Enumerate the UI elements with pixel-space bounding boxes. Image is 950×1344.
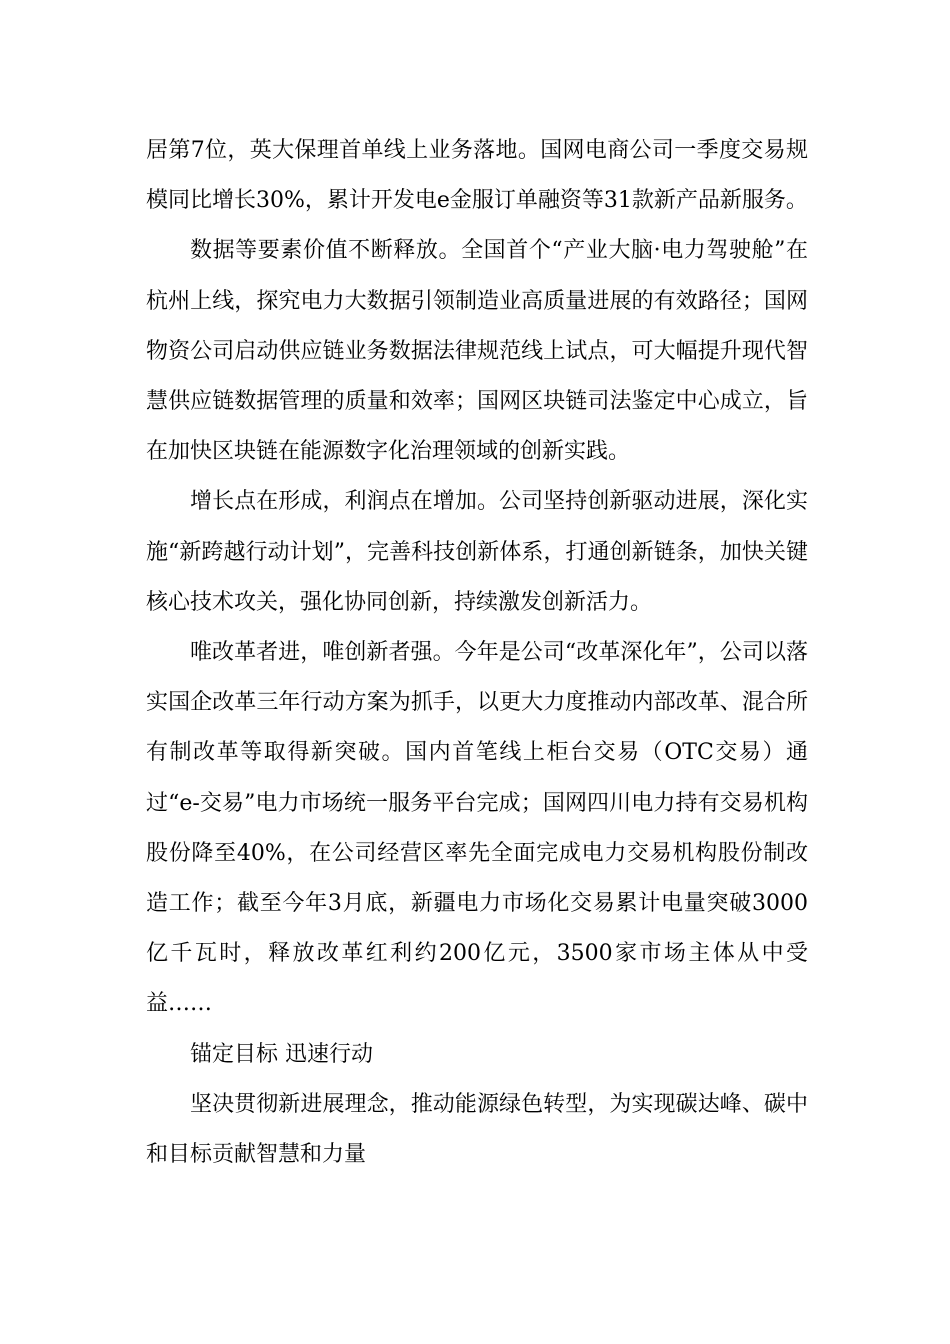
paragraph-4: 唯改革者进，唯创新者强。今年是公司“改革深化年”，公司以落实国企改革三年行动方案为抓手，以更大力度推动内部改革、混合所有制改革等取得新突破。国内首笔线上柜台交易（OTC交易）通过“e-交易”电力市场统一服务平台完成；国网四川电力持有交易机构股份降至40%，在公司经营区率先全面完成电力交易机构股份制改造工作；截至今年3月底，新疆电力市场化交易累计电量突破3000亿千瓦时，释放改革红利约200亿元，3500家市场主体从中受益…… [146,640,808,1017]
paragraph-2: 数据等要素价值不断释放。全国首个“产业大脑·电力驾驶舱”在杭州上线，探究电力大数据引领制造业高质量进展的有效路径；国网物资公司启动供应链业务数据法律规范线上试点，可大幅提升现代智慧供应链数据管理的质量和效率；国网区块链司法鉴定中心成立，旨在加快区块链在能源数字化治理领域的创新实践。 [146,238,808,465]
paragraph-5: 坚决贯彻新进展理念，推动能源绿色转型，为实现碳达峰、碳中和目标贡献智慧和力量 [146,1091,808,1168]
section-heading: 锚定目标 迅速行动 [190,1041,373,1067]
document-body [146,126,808,1180]
paragraph-3: 增长点在形成，利润点在增加。公司坚持创新驱动进展，深化实施“新跨越行动计划”，完善科技创新体系，打通创新链条，加快关键核心技术攻关，强化协同创新，持续激发创新活力。 [146,489,808,615]
paragraph-1: 居第7位，英大保理首单线上业务落地。国网电商公司一季度交易规模同比增长30%，累计开发电e金服订单融资等31款新产品新服务。 [146,138,808,214]
